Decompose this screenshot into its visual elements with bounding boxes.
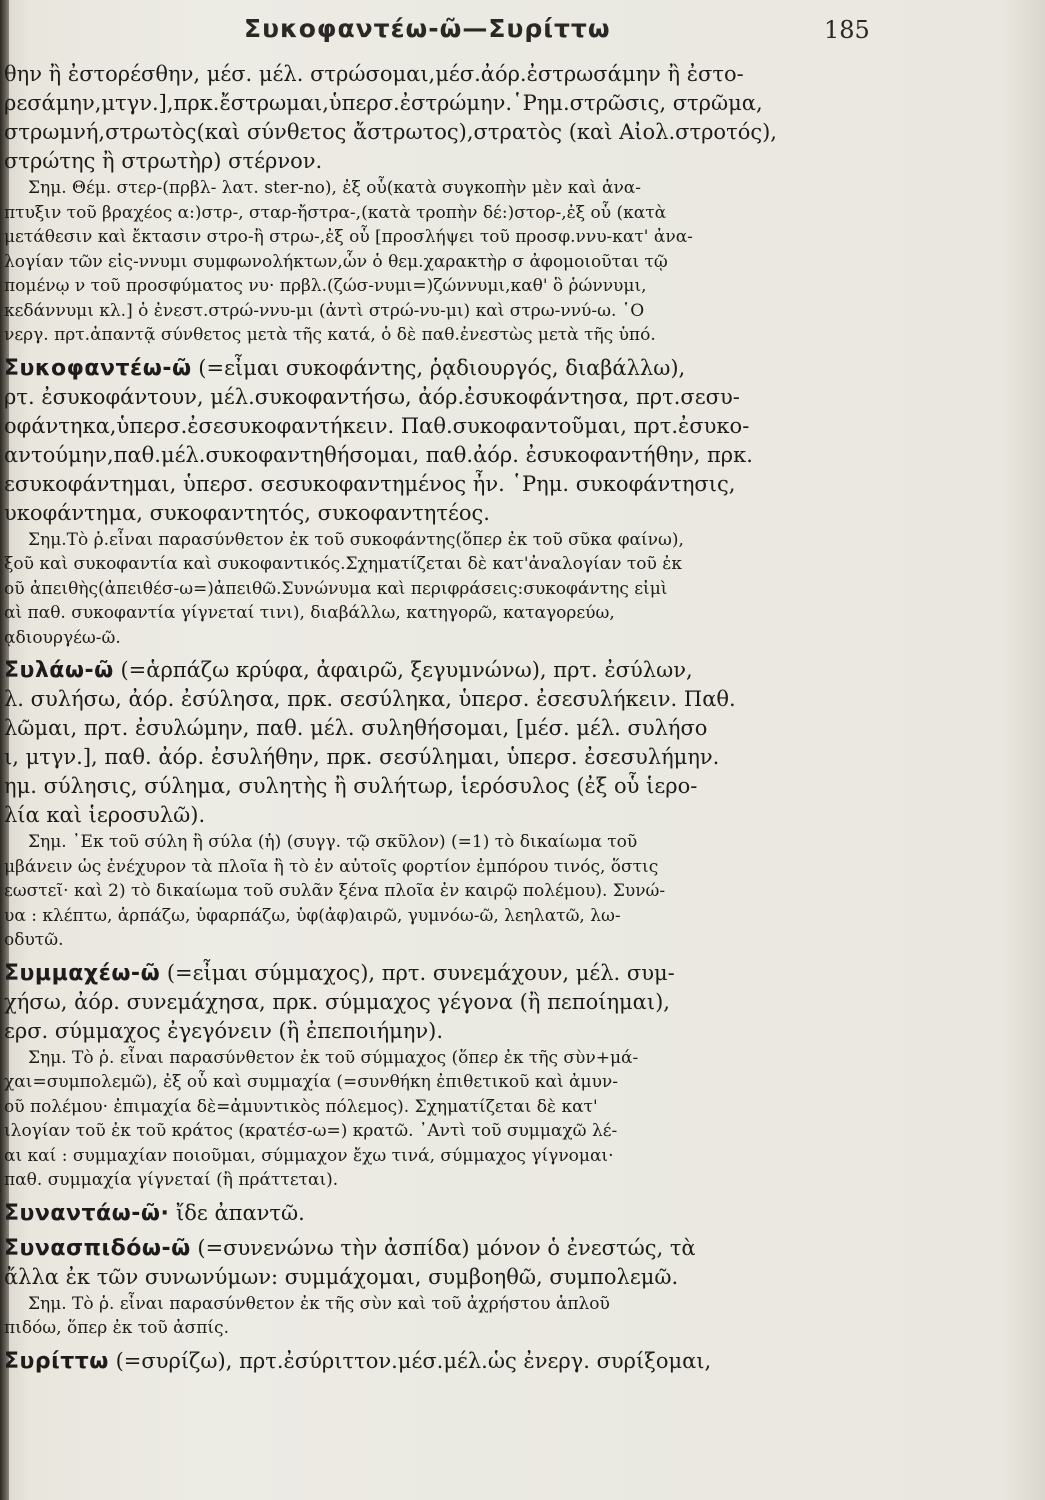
note-line: οῦ πολέμου· ἐπιμαχία δὲ=ἀμυντικὸς πόλεμος). Σχηματίζεται δὲ κατ' bbox=[4, 1096, 598, 1117]
note-line: εωστεῖ· καὶ 2) τὸ δικαίωμα τοῦ συλᾶν ξένα πλοῖα ἐν καιρῷ πολέμου). Συνώ- bbox=[4, 881, 666, 901]
note-line: Σημ. Θέμ. στερ-(πρβλ- λατ. ster-no), ἐξ οὗ(κατὰ συγκοπὴν μὲν καὶ ἀνα- bbox=[28, 178, 642, 198]
dictionary-entry bbox=[4, 1199, 909, 1228]
note-line: νεργ. πρτ.ἀπαντᾷ σύνθετος μετὰ τῆς κατά, ὁ δὲ παθ.ἐνεστὼς μετὰ τῆς ὑπό. bbox=[4, 325, 656, 345]
note-line: κεδάννυμι κλ.] ὁ ἐνεστ.στρώ-ννυ-μι (ἀντὶ στρώ-νυ-μι) καὶ στρω-ννύ-ω. ῾Ο bbox=[4, 300, 645, 321]
intro-continuation bbox=[4, 60, 909, 348]
text-line: οφάντηκα,ὑπερσ.ἐσεσυκοφαντήκειν. Παθ.συκοφαντοῦμαι, πρτ.ἐσυκο- bbox=[4, 413, 750, 438]
entry-lemma: Συνασπιδόω-ῶ bbox=[4, 1235, 191, 1261]
note-line: αὶ παθ. συκοφαντία γίγνεταί τινι), διαβάλλω, κατηγορῶ, καταγορεύω, bbox=[4, 603, 615, 623]
entry-first-line bbox=[4, 656, 909, 685]
entry-first-line bbox=[4, 959, 909, 988]
note-line: λογίαν τῶν εἰς-ννυμι συμφωνολήκτων,ὧν ὁ θεμ.χαρακτὴρ σ ἀφομοιοῦται τῷ bbox=[4, 251, 668, 272]
text-line: ἄλλα ἐκ τῶν συνωνύμων: συμμάχομαι, συμβοηθῶ, συμπολεμῶ. bbox=[4, 1264, 679, 1289]
dictionary-entry bbox=[4, 354, 909, 651]
note-line: πιδόω, ὅπερ ἐκ τοῦ ἀσπίς. bbox=[4, 1318, 229, 1338]
dictionary-entry bbox=[4, 656, 909, 953]
entry-lemma: Συλάω-ῶ bbox=[4, 658, 114, 683]
page-header bbox=[0, 14, 1045, 48]
entry-definition: (=εἶμαι σύμμαχος), πρτ. συνεμάχουν, μέλ. συμ- bbox=[160, 960, 675, 985]
text-line: θην ἢ ἐστορέσθην, μέσ. μέλ. στρώσομαι,μέσ.ἀόρ.ἐστρωσάμην ἢ ἐστο- bbox=[4, 62, 744, 86]
text-line: υκοφάντημα, συκοφαντητός, συκοφαντητέος. bbox=[4, 500, 490, 525]
text-line: εσυκοφάντημαι, ὑπερσ. σεσυκοφαντημένος ἦν. ῾Ρημ. συκοφάντησις, bbox=[4, 471, 736, 496]
note-line: πομένῳ ν τοῦ προσφύματος νυ· πρβλ.(ζώσ-νυμι=)ζώννυμι,καθ' ὃ ῥώννυμι, bbox=[4, 276, 647, 296]
entry-lemma: Συναντάω-ῶ· bbox=[4, 1200, 170, 1226]
entry-first-line bbox=[4, 1234, 909, 1263]
note-line: Σημ. ᾽Εκ τοῦ σύλη ἢ σύλα (ἡ) (συγγ. τῷ σκῦλον) (=1) τὸ δικαίωμα τοῦ bbox=[28, 832, 638, 852]
text-line: ρτ. ἐσυκοφάντουν, μέλ.συκοφαντήσω, ἀόρ.ἐσυκοφάντησα, πρτ.σεσυ- bbox=[4, 384, 740, 409]
text-line: χήσω, ἀόρ. συνεμάχησα, πρκ. σύμμαχος γέγονα (ἢ πεποίημαι), bbox=[4, 989, 670, 1014]
note-line: υα : κλέπτω, ἁρπάζω, ὑφαρπάζω, ὑφ(ἀφ)αιρῶ, γυμνόω-ῶ, λεηλατῶ, λω- bbox=[4, 905, 621, 926]
dictionary-entry bbox=[4, 1234, 909, 1341]
text-line: ι, μτγν.], παθ. ἀόρ. ἐσυλήθην, πρκ. σεσύλημαι, ὑπερσ. ἐσεσυλήμην. bbox=[4, 745, 720, 769]
text-line: ρεσάμην,μτγν.],πρκ.ἔστρωμαι,ὑπερσ.ἐστρώμην.῾Ρημ.στρῶσις, στρῶμα, bbox=[4, 91, 763, 115]
entry-definition: (=ἁρπάζω κρύφα, ἀφαιρῶ, ξεγυμνώνω), πρτ. ἐσύλων, bbox=[113, 658, 693, 682]
page-number: 185 bbox=[824, 16, 870, 44]
entry-lemma: Συμμαχέω-ῶ bbox=[4, 960, 161, 986]
note-line: χαι=συμπολεμῶ), ἐξ οὗ καὶ συμμαχία (=συνθήκη ἐπιθετικοῦ καὶ ἀμυν- bbox=[4, 1072, 618, 1092]
entry-definition: (=συρίζω), πρτ.ἐσύριττον.μέσ.μέλ.ὡς ἐνεργ. συρίξομαι, bbox=[108, 1348, 712, 1373]
entry-definition: (=συνενώνω τὴν ἀσπίδα) μόνον ὁ ἐνεστώς, τὰ bbox=[190, 1235, 696, 1260]
running-head: Συκοφαντέω-ῶ—Συρίττω bbox=[244, 14, 611, 43]
text-line: ημ. σύλησις, σύλημα, συλητὴς ἢ συλήτωρ, ἱερόσυλος (ἐξ οὗ ἱερο- bbox=[4, 774, 698, 798]
entry-definition: (=εἶμαι συκοφάντης, ῥᾳδιουργός, διαβάλλω), bbox=[191, 355, 686, 380]
entry-lemma: Συκοφαντέω-ῶ bbox=[4, 355, 192, 381]
note-line: Σημ.Τὸ ῥ.εἶναι παρασύνθετον ἐκ τοῦ συκοφάντης(ὅπερ ἐκ τοῦ σῦκα φαίνω), bbox=[28, 529, 684, 550]
entry-first-line bbox=[4, 1199, 909, 1228]
entry-first-line bbox=[4, 1347, 909, 1376]
note-line: Σημ. Τὸ ῥ. εἶναι παρασύνθετον ἐκ τῆς σὺν καὶ τοῦ ἀχρήστου ἁπλοῦ bbox=[28, 1293, 610, 1314]
text-line: αντούμην,παθ.μέλ.συκοφαντηθήσομαι, παθ.ἀόρ. ἐσυκοφαντήθην, πρκ. bbox=[4, 442, 753, 467]
text-line: ερσ. σύμμαχος ἐγεγόνειν (ἢ ἐπεποιήμην). bbox=[4, 1018, 444, 1043]
text-line: στρώτης ἢ στρωτὴρ) στέρνον. bbox=[4, 149, 323, 173]
note-line: μετάθεσιν καὶ ἔκτασιν στρο-ἢ στρω-,ἐξ οὗ [προσλήψει τοῦ προσφ.ννυ-κατ' ἀνα- bbox=[4, 227, 693, 247]
dictionary-entry bbox=[4, 959, 909, 1193]
note-line: ξοῦ καὶ συκοφαντία καὶ συκοφαντικός.Σχηματίζεται δὲ κατ'ἀναλογίαν τοῦ ἐκ bbox=[4, 554, 683, 574]
note-line: ιλογίαν τοῦ ἐκ τοῦ κράτος (κρατέσ-ω=) κρατῶ. ᾽Αντὶ τοῦ συμμαχῶ λέ- bbox=[4, 1121, 618, 1141]
note-line: παθ. συμμαχία γίγνεταί (ἢ πράττεται). bbox=[4, 1170, 339, 1190]
note-line: οδυτῶ. bbox=[4, 930, 64, 950]
page-body bbox=[4, 60, 909, 1382]
note-line: αι καί : συμμαχίαν ποιοῦμαι, σύμμαχον ἔχω τινά, σύμμαχος γίγνομαι· bbox=[4, 1145, 614, 1166]
text-line: λῶμαι, πρτ. ἐσυλώμην, παθ. μέλ. συληθήσομαι, [μέσ. μέλ. συλήσο bbox=[4, 716, 708, 740]
note-line: οῦ ἀπειθὴς(ἀπειθέσ-ω=)ἀπειθῶ.Συνώνυμα καὶ περιφράσεις:συκοφάντης εἰμὶ bbox=[4, 578, 668, 599]
text-line: λ. συλήσω, ἀόρ. ἐσύλησα, πρκ. σεσύληκα, ὑπερσ. ἐσεσυλήκειν. Παθ. bbox=[4, 687, 736, 711]
dictionary-entry bbox=[4, 1347, 909, 1376]
entry-first-line bbox=[4, 354, 909, 383]
entry-lemma: Συρίττω bbox=[4, 1348, 109, 1374]
note-line: Σημ. Τὸ ῥ. εἶναι παρασύνθετον ἐκ τοῦ σύμμαχος (ὅπερ ἐκ τῆς σὺν+μά- bbox=[28, 1047, 639, 1068]
note-line: πτυξιν τοῦ βραχέος α:)στρ-, σταρ-ἤστρα-,(κατὰ τροπὴν δέ:)στορ-,ἐξ οὗ (κατὰ bbox=[4, 202, 667, 223]
entry-definition: ἴδε ἀπαντῶ. bbox=[169, 1200, 305, 1225]
note-line: μβάνειν ὡς ἐνέχυρον τὰ πλοῖα ἢ τὸ ἐν αὐτοῖς φορτίον ἐμπόρου τινός, ὅστις bbox=[4, 856, 659, 877]
text-line: στρωμνή,στρωτὸς(καὶ σύνθετος ἄστρωτος),στρατὸς (καὶ Αἰολ.στροτός), bbox=[4, 120, 777, 144]
text-line: λία καὶ ἱεροσυλῶ). bbox=[4, 803, 206, 827]
note-line: ᾳδιουργέω-ῶ. bbox=[4, 627, 121, 648]
